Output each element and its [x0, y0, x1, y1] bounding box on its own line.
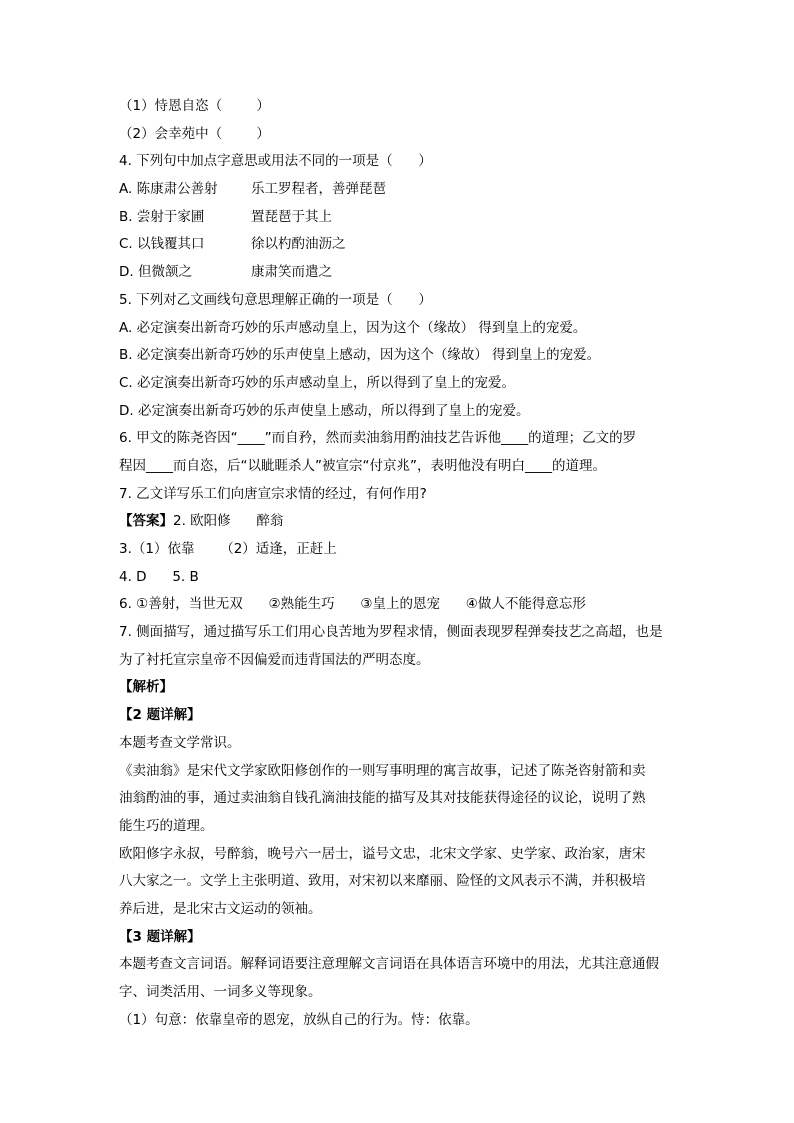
question-7-stem: 7. 乙文详写乐工们向唐宣宗求情的经过，有何作用? [119, 485, 427, 502]
question-6-line-1: 6. 甲文的陈尧咨因“____”而自矜，然而卖油翁用酌油技艺告诉他____的道理；乙文的罗 [119, 430, 637, 447]
detail-3-line-1: 本题考查文言词语。解释词语要注意理解文言词语在具体语言环境中的用法，尤其注意通假 [119, 956, 659, 973]
question-5-option-b: B. 必定演奏出新奇巧妙的乐声使皇上感动，因为这个（缘故） 得到皇上的宠爱。 [119, 347, 601, 364]
answer-label: 【答案】 [119, 513, 173, 530]
question-5-stem: 5. 下列对乙文画线句意思理解正确的一项是（ ） [119, 291, 432, 308]
question-4-option-a [119, 176, 679, 204]
detail-2-line-7: 养后进，是北宋古文运动的领袖。 [119, 900, 322, 917]
question-4-option-c [119, 231, 679, 259]
option-c-left: C. 以钱覆其口 [119, 236, 205, 253]
detail-2-line-2: 《卖油翁》是宋代文学家欧阳修创作的一则写事明理的寓言故事，记述了陈尧咨射箭和卖 [119, 762, 646, 779]
detail-3-line-2: 字、词类活用、一词多义等现象。 [119, 984, 322, 1000]
question-5-option-d: D. 必定演奏出新奇巧妙的乐声使皇上感动，所以得到了皇上的宠爱。 [119, 402, 530, 419]
analysis-heading: 【解析】 [119, 679, 173, 696]
answer-4-5-line: 4. D 5. B [119, 568, 199, 585]
answer-7-line-2: 为了衬托宣宗皇帝不因偏爱而违背国法的严明态度。 [119, 651, 430, 668]
detail-2-line-5: 欧阳修字永叔，号醉翁，晚号六一居士，谥号文忠，北宋文学家、史学家、政治家，唐宋 [119, 845, 646, 862]
answer-3-line: 3.（1）依靠 （2）适逢，正赶上 [119, 541, 337, 557]
option-a-right: 乐工罗程者，善弹琵琶 [251, 181, 386, 198]
answer-2-text: 2. 欧阳修 醉翁 [173, 513, 284, 530]
option-a-left: A. 陈康肃公善射 [119, 181, 218, 198]
option-d-left: D. 但微颔之 [119, 264, 192, 281]
question-4-option-d [119, 259, 679, 287]
option-d-right: 康肃笑而遣之 [251, 264, 332, 281]
option-b-left: B. 尝射于家圃 [119, 208, 205, 225]
detail-3-line-3: （1）句意：依靠皇帝的恩宠，放纵自己的行为。恃：依靠。 [119, 1011, 479, 1028]
blank-1-line: （1）恃恩自恣（ ） [119, 98, 270, 114]
detail-2-line-6: 八大家之一。文学上主张明道、致用，对宋初以来靡丽、险怪的文风表示不满，并积极培 [119, 873, 646, 890]
detail-3-heading: 【3 题详解】 [119, 928, 201, 945]
answer-7-line-1: 7. 侧面描写，通过描写乐工们用心良苦地为罗程求情，侧面表现罗程弹奏技艺之高超，也是 [119, 624, 663, 641]
question-6-line-2: 程因____而自恣，后“以眦睚杀人”被宣宗“付京兆”，表明他没有明白____的道理。 [119, 457, 606, 474]
question-5-option-a: A. 必定演奏出新奇巧妙的乐声感动皇上，因为这个（缘故） 得到皇上的宠爱。 [119, 319, 587, 336]
detail-2-heading: 【2 题详解】 [119, 707, 201, 724]
blank-2-line: （2）会幸苑中（ ） [119, 125, 270, 142]
option-b-right: 置琵琶于其上 [251, 208, 332, 225]
document-body [119, 93, 679, 1034]
question-4-option-b [119, 204, 679, 232]
answer-6-line: 6. ①善射，当世无双 ②熟能生巧 ③皇上的恩宠 ④做人不能得意忘形 [119, 596, 586, 613]
detail-2-line-4: 能生巧的道理。 [119, 817, 214, 834]
question-5-option-c: C. 必定演奏出新奇巧妙的乐声感动皇上，所以得到了皇上的宠爱。 [119, 374, 516, 391]
question-4-stem: 4. 下列句中加点字意思或用法不同的一项是（ ） [119, 153, 432, 170]
option-c-right: 徐以杓酌油沥之 [251, 236, 346, 253]
detail-2-line-1: 本题考查文学常识。 [119, 734, 241, 751]
detail-2-line-3: 油翁酌油的事，通过卖油翁自钱孔滴油技能的描写及其对技能获得途径的议论，说明了熟 [119, 790, 646, 807]
answer-heading-line [119, 508, 679, 536]
